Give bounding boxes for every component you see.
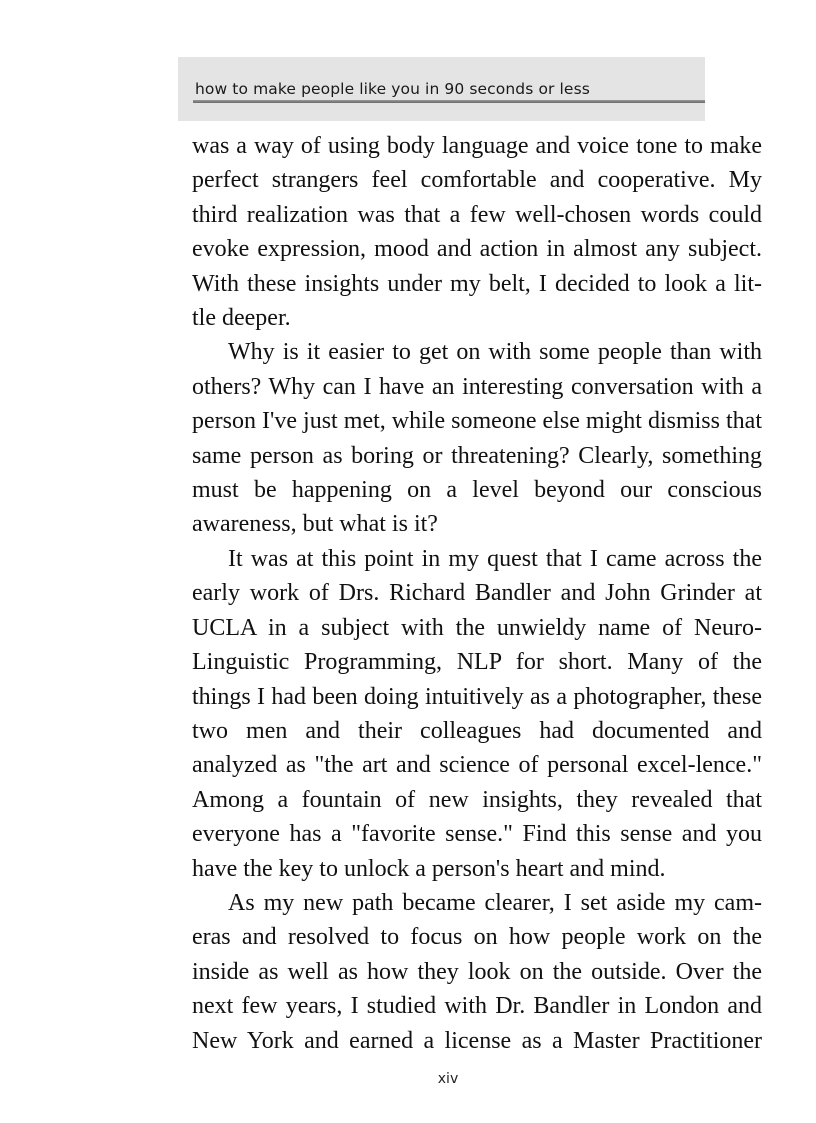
body-text	[192, 129, 762, 1058]
paragraph-continuation: was a way of using body language and voice tone to make perfect strangers feel comfortable and cooperative. My third realization was that a few well-chosen words could evoke expression, mood and action in almost any subject. With these insights under my belt, I decided to look a lit-tle deeper.	[192, 133, 762, 332]
header-rule	[193, 100, 705, 103]
paragraph-why-easier: Why is it easier to get on with some people than with others? Why can I have an interesting conversation with a person I've just met, while someone else might dismiss that same person as boring or threatening? Clearly, something must be happening on a level beyond our conscious awareness, but what is it?	[192, 339, 762, 538]
paragraph-new-path: As my new path became clearer, I set aside my cam-eras and resolved to focus on how people work on the inside as well as how they look on the outside. Over the next few years, I studied with Dr. Bandler in London and New York and earned a license as a Master Practitioner	[192, 889, 762, 1054]
running-header-title: how to make people like you in 90 seconds or less	[195, 80, 590, 98]
page-number: xiv	[437, 1071, 459, 1087]
paragraph-nlp-discovery: It was at this point in my quest that I came across the early work of Drs. Richard Bandler and John Grinder at UCLA in a subject with the unwieldy name of Neuro-Linguistic Programming, NLP for short. Many of the things I had been doing intuitively as a photographer, these two men and their colleagues had documented and analyzed as "the art and science of personal excel-lence." Among a fountain of new insights, they revealed that everyone has a "favorite sense." Find this sense and you have the key to unlock a person's heart and mind.	[192, 545, 762, 882]
running-header	[178, 57, 705, 121]
